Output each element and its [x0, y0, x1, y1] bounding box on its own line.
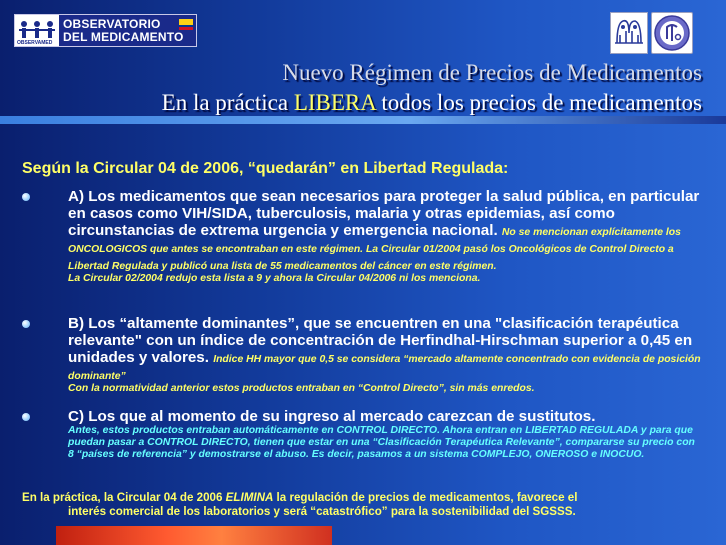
item-a-text: A) Los medicamentos que sean necesarios para proteger la salud pública, en particular en casos como VIH/SIDA, tuberculosis, malaria y otras epidemias, así como circunstancias de extrema urgencia y emergencia nacional.	[68, 188, 700, 239]
conclusion-line-2: interés comercial de los laboratorios y será “catastrófico” para la sostenibilidad del SGSSS.	[68, 505, 576, 518]
item-b-note-2: Con la normatividad anterior estos productos entraban en “Control Directo”, sin más enredos.	[68, 383, 535, 394]
title-highlight: LIBERA	[293, 90, 376, 115]
title-underline-bar-fade	[410, 116, 726, 124]
colombia-flag-icon	[179, 19, 193, 30]
bullet-icon	[22, 320, 30, 328]
bullet-icon	[22, 193, 30, 201]
item-a-note-2: La Circular 02/2004 redujo esta lista a 9 y ahora la Circular 04/2006 ni los menciona.	[68, 273, 481, 284]
institution-logo-2	[651, 12, 693, 54]
slide-title-line-1: Nuevo Régimen de Precios de Medicamentos	[282, 60, 702, 85]
bottom-accent-bar	[56, 526, 332, 545]
people-figures-icon	[15, 15, 59, 46]
list-item	[22, 408, 702, 461]
observatorio-logo	[14, 14, 197, 47]
title-line-2-end: todos los precios de medicamentos	[375, 90, 702, 115]
title-line-2-start: En la práctica	[161, 90, 294, 115]
item-c-note: Antes, estos productos entraban automáticamente en CONTROL DIRECTO. Ahora entran en LIBERTAD REGULADA y para que puedan pasar a CONTROL DIRECTO, tienen que estar en una “Clasificación Terapéutica Relevante”, compararse su precio con 8 “países de referencia” y demostrarse el abuso. Es decir, pasamos a un sistema COMPLEJO, ONEROSO e INOCUO.	[68, 425, 695, 460]
conclusion-emphasis: ELIMINA	[225, 491, 274, 504]
slide-title-line-2	[162, 90, 702, 116]
title-underline-bar	[0, 116, 410, 124]
item-b-note: Indice HH mayor que 0,5 se considera “mercado altamente concentrado con evidencia de posición dominante”	[68, 354, 701, 382]
conclusion-start: En la práctica, la Circular 04 de 2006	[22, 491, 226, 504]
list-item	[22, 315, 702, 395]
conclusion-text	[22, 491, 712, 519]
section-heading: Según la Circular 04 de 2006, “quedarán” en Libertad Regulada:	[22, 160, 509, 177]
bullet-icon	[22, 413, 30, 421]
item-a-note: No se mencionan explícitamente los ONCOLOGICOS que antes se encontraban en este régimen. La Circular 01/2004 pasó los Oncológicos de Control Directo a Libertad Regulada y publicó una lista de 55 medicamentos del cáncer en este régimen.	[68, 227, 681, 272]
conclusion-middle: la regulación de precios de medicamentos, favorece el	[273, 491, 578, 504]
institution-logo-1	[610, 12, 648, 54]
logo-line-2: DEL MEDICAMENTO	[63, 29, 184, 44]
logo-text	[63, 18, 184, 44]
item-b-text: B) Los “altamente dominantes”, que se encuentren en una "clasificación terapéutica relevante" con un índice de concentración de Herfindhal-Hirschman superior a 0,45 en unidades y valores.	[68, 315, 693, 366]
list-item	[22, 188, 702, 285]
item-c-text: C) Los que al momento de su ingreso al mercado carezcan de sustitutos.	[68, 408, 596, 425]
logo-line-1: OBSERVATORIO	[63, 16, 161, 31]
logo-subtitle: OBSERVAMED	[17, 40, 53, 46]
